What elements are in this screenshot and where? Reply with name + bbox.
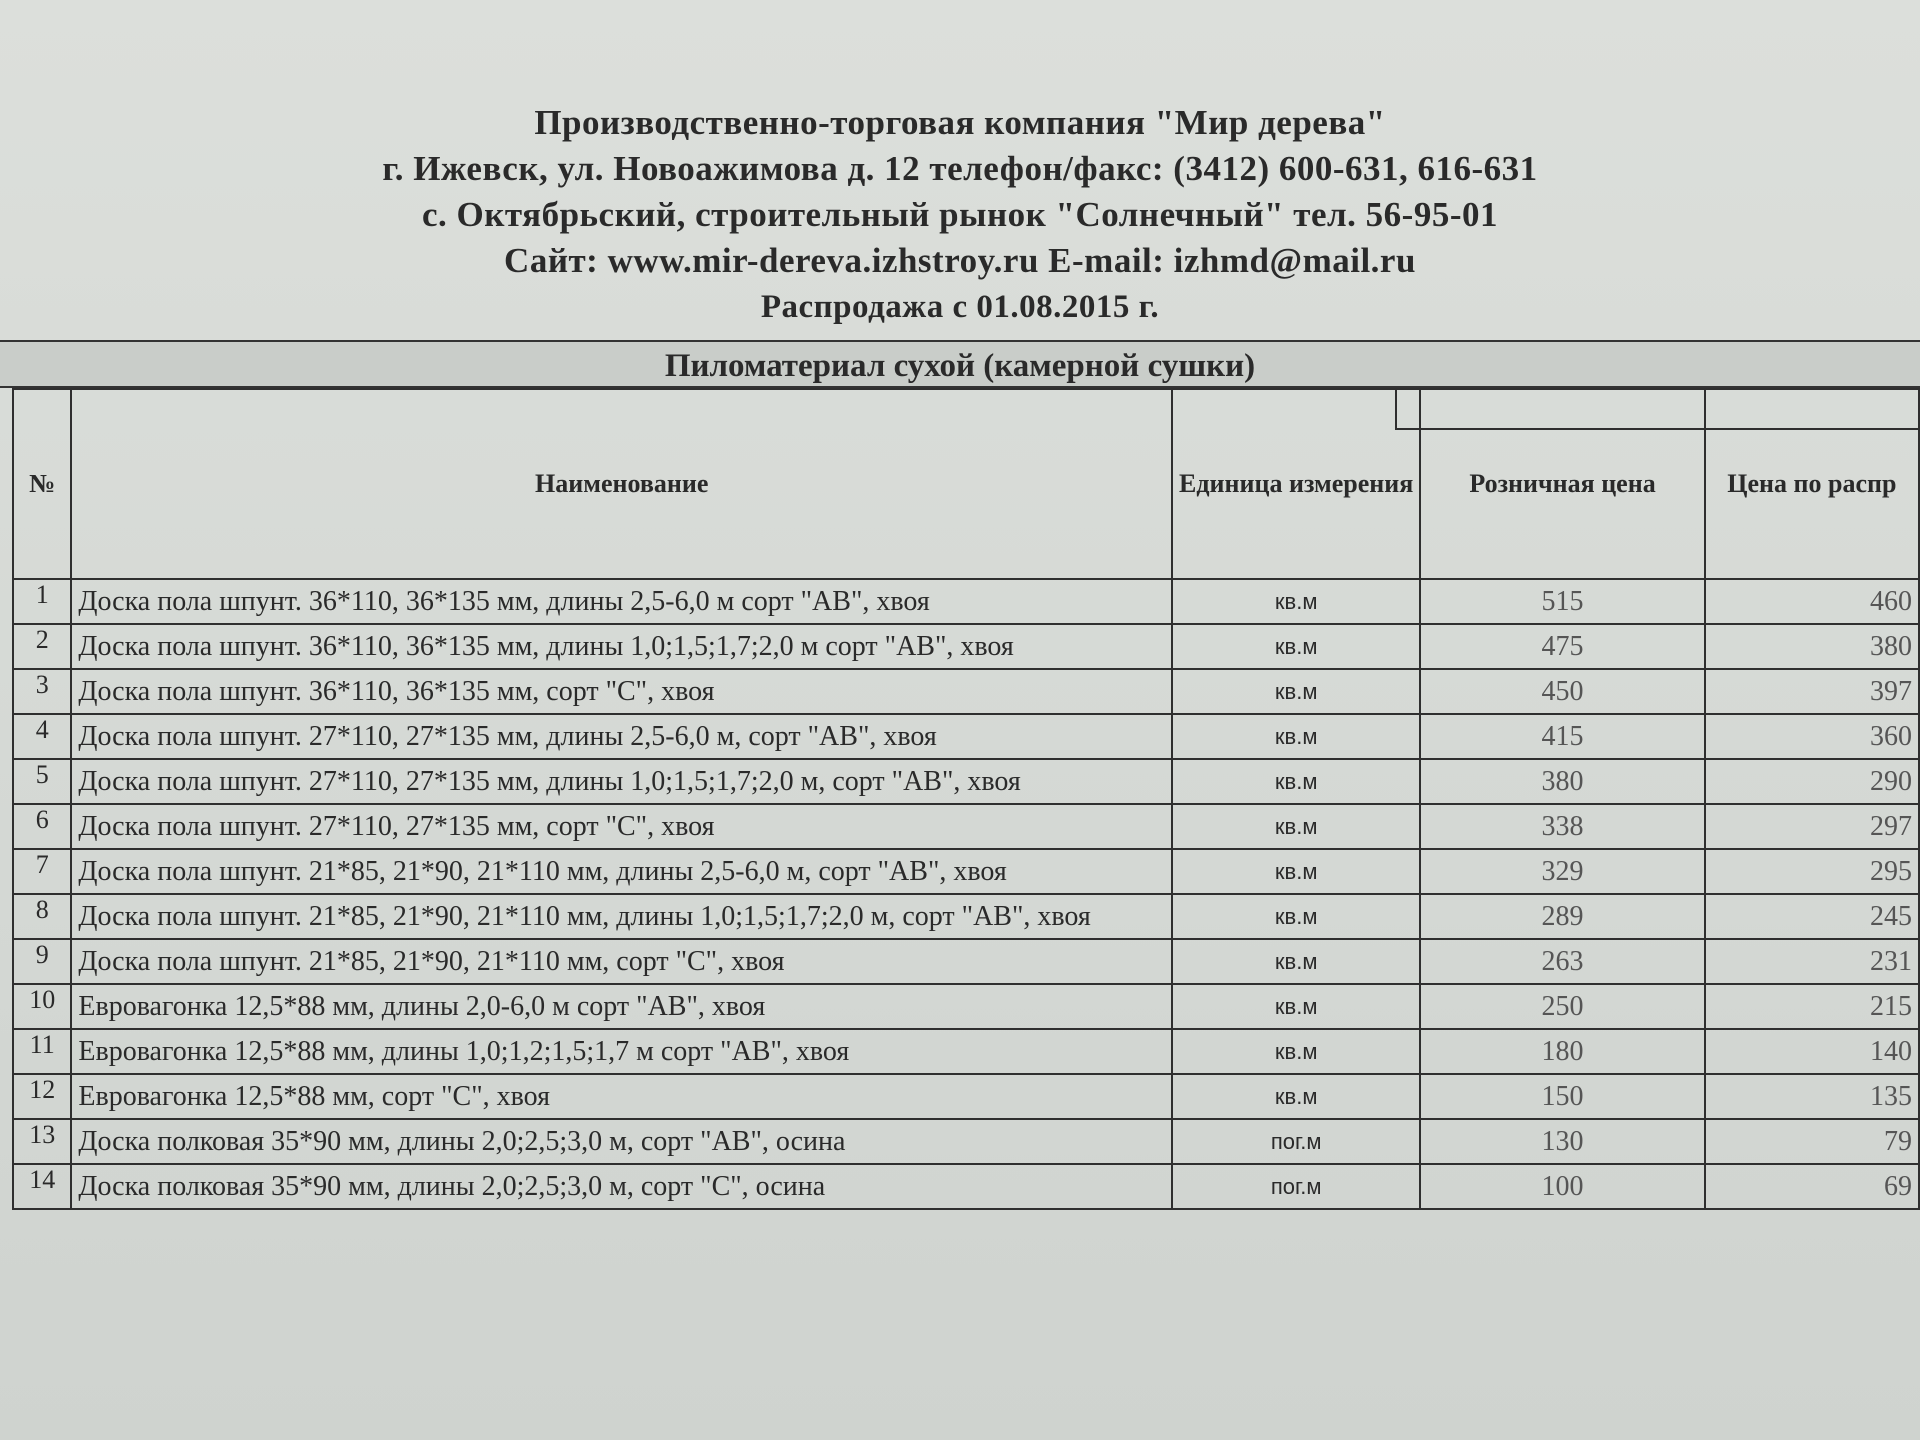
product-name: Доска пола шпунт. 27*110, 27*135 мм, длины 2,5-6,0 м, сорт "АВ", хвоя bbox=[71, 714, 1172, 759]
company-address: г. Ижевск, ул. Новоажимова д. 12 телефон/факс: (3412) 600-631, 616-631 bbox=[382, 149, 1538, 188]
table-row bbox=[13, 984, 1919, 1029]
unit-of-measure: кв.м bbox=[1172, 669, 1420, 714]
bulk-price: 380 bbox=[1705, 624, 1919, 669]
retail-price: 329 bbox=[1420, 849, 1704, 894]
document-header bbox=[0, 100, 1920, 330]
row-number: 3 bbox=[13, 669, 71, 714]
column-header-retail-price: Розничная цена bbox=[1420, 389, 1704, 579]
bulk-price: 79 bbox=[1705, 1119, 1919, 1164]
row-number: 2 bbox=[13, 624, 71, 669]
bulk-price: 290 bbox=[1705, 759, 1919, 804]
unit-of-measure: кв.м bbox=[1172, 894, 1420, 939]
row-number: 14 bbox=[13, 1164, 71, 1209]
table-row bbox=[13, 804, 1919, 849]
row-number: 10 bbox=[13, 984, 71, 1029]
product-name: Доска полковая 35*90 мм, длины 2,0;2,5;3,0 м, сорт "АВ", осина bbox=[71, 1119, 1172, 1164]
retail-price: 475 bbox=[1420, 624, 1704, 669]
price-table bbox=[12, 388, 1920, 1210]
unit-of-measure: пог.м bbox=[1172, 1164, 1420, 1209]
column-header-number: № bbox=[13, 389, 71, 579]
company-contacts: Сайт: www.mir-dereva.izhstroy.ru E-mail: izhmd@mail.ru bbox=[504, 241, 1416, 280]
bulk-price: 460 bbox=[1705, 579, 1919, 624]
market-address: с. Октябрьский, строительный рынок "Солнечный" тел. 56-95-01 bbox=[421, 195, 1498, 234]
row-number: 4 bbox=[13, 714, 71, 759]
product-name: Доска пола шпунт. 21*85, 21*90, 21*110 мм, сорт "С", хвоя bbox=[71, 939, 1172, 984]
retail-price: 250 bbox=[1420, 984, 1704, 1029]
product-name: Доска пола шпунт. 36*110, 36*135 мм, сорт "С", хвоя bbox=[71, 669, 1172, 714]
unit-of-measure: кв.м bbox=[1172, 624, 1420, 669]
product-name: Доска пола шпунт. 27*110, 27*135 мм, длины 1,0;1,5;1,7;2,0 м, сорт "АВ", хвоя bbox=[71, 759, 1172, 804]
product-name: Евровагонка 12,5*88 мм, длины 2,0-6,0 м сорт "АВ", хвоя bbox=[71, 984, 1172, 1029]
retail-price: 450 bbox=[1420, 669, 1704, 714]
row-number: 7 bbox=[13, 849, 71, 894]
retail-price: 380 bbox=[1420, 759, 1704, 804]
bulk-price: 245 bbox=[1705, 894, 1919, 939]
column-header-name: Наименование bbox=[71, 389, 1172, 579]
unit-of-measure: кв.м bbox=[1172, 1074, 1420, 1119]
row-number: 13 bbox=[13, 1119, 71, 1164]
table-row bbox=[13, 1029, 1919, 1074]
column-header-unit: Единица измерения bbox=[1172, 389, 1420, 579]
table-row bbox=[13, 759, 1919, 804]
retail-price: 130 bbox=[1420, 1119, 1704, 1164]
product-name: Доска пола шпунт. 21*85, 21*90, 21*110 мм, длины 2,5-6,0 м, сорт "АВ", хвоя bbox=[71, 849, 1172, 894]
unit-of-measure: кв.м bbox=[1172, 579, 1420, 624]
row-number: 8 bbox=[13, 894, 71, 939]
product-name: Доска пола шпунт. 36*110, 36*135 мм, длины 2,5-6,0 м сорт "АВ", хвоя bbox=[71, 579, 1172, 624]
sale-date: Распродажа с 01.08.2015 г. bbox=[760, 289, 1160, 325]
retail-price: 338 bbox=[1420, 804, 1704, 849]
bulk-price: 69 bbox=[1705, 1164, 1919, 1209]
bulk-price: 215 bbox=[1705, 984, 1919, 1029]
table-row bbox=[13, 1074, 1919, 1119]
product-name: Доска пола шпунт. 36*110, 36*135 мм, длины 1,0;1,5;1,7;2,0 м сорт "АВ", хвоя bbox=[71, 624, 1172, 669]
row-number: 12 bbox=[13, 1074, 71, 1119]
unit-of-measure: кв.м bbox=[1172, 939, 1420, 984]
bulk-price: 297 bbox=[1705, 804, 1919, 849]
unit-of-measure: пог.м bbox=[1172, 1119, 1420, 1164]
bulk-price: 295 bbox=[1705, 849, 1919, 894]
bulk-price: 231 bbox=[1705, 939, 1919, 984]
row-number: 6 bbox=[13, 804, 71, 849]
unit-of-measure: кв.м bbox=[1172, 804, 1420, 849]
retail-price: 415 bbox=[1420, 714, 1704, 759]
retail-price: 263 bbox=[1420, 939, 1704, 984]
company-name: Производственно-торговая компания "Мир дерева" bbox=[534, 103, 1386, 142]
table-row bbox=[13, 849, 1919, 894]
unit-of-measure: кв.м bbox=[1172, 849, 1420, 894]
table-row bbox=[13, 579, 1919, 624]
bulk-price: 360 bbox=[1705, 714, 1919, 759]
table-row bbox=[13, 1119, 1919, 1164]
table-row bbox=[13, 1164, 1919, 1209]
table-row bbox=[13, 939, 1919, 984]
unit-of-measure: кв.м bbox=[1172, 1029, 1420, 1074]
row-number: 5 bbox=[13, 759, 71, 804]
bulk-price: 140 bbox=[1705, 1029, 1919, 1074]
row-number: 11 bbox=[13, 1029, 71, 1074]
column-header-bulk-price: Цена по распр bbox=[1705, 389, 1919, 579]
row-number: 9 bbox=[13, 939, 71, 984]
section-title: Пиломатериал сухой (камерной сушки) bbox=[0, 340, 1920, 388]
product-name: Доска пола шпунт. 27*110, 27*135 мм, сорт "С", хвоя bbox=[71, 804, 1172, 849]
product-name: Евровагонка 12,5*88 мм, сорт "С", хвоя bbox=[71, 1074, 1172, 1119]
unit-of-measure: кв.м bbox=[1172, 984, 1420, 1029]
product-name: Доска полковая 35*90 мм, длины 2,0;2,5;3,0 м, сорт "С", осина bbox=[71, 1164, 1172, 1209]
row-number: 1 bbox=[13, 579, 71, 624]
table-row bbox=[13, 624, 1919, 669]
retail-price: 289 bbox=[1420, 894, 1704, 939]
table-header-row bbox=[13, 389, 1919, 579]
bulk-price: 397 bbox=[1705, 669, 1919, 714]
product-name: Доска пола шпунт. 21*85, 21*90, 21*110 мм, длины 1,0;1,5;1,7;2,0 м, сорт "АВ", хвоя bbox=[71, 894, 1172, 939]
retail-price: 150 bbox=[1420, 1074, 1704, 1119]
table-row bbox=[13, 669, 1919, 714]
bulk-price: 135 bbox=[1705, 1074, 1919, 1119]
unit-of-measure: кв.м bbox=[1172, 759, 1420, 804]
product-name: Евровагонка 12,5*88 мм, длины 1,0;1,2;1,5;1,7 м сорт "АВ", хвоя bbox=[71, 1029, 1172, 1074]
unit-of-measure: кв.м bbox=[1172, 714, 1420, 759]
retail-price: 515 bbox=[1420, 579, 1704, 624]
retail-price: 180 bbox=[1420, 1029, 1704, 1074]
table-row bbox=[13, 894, 1919, 939]
retail-price: 100 bbox=[1420, 1164, 1704, 1209]
table-row bbox=[13, 714, 1919, 759]
